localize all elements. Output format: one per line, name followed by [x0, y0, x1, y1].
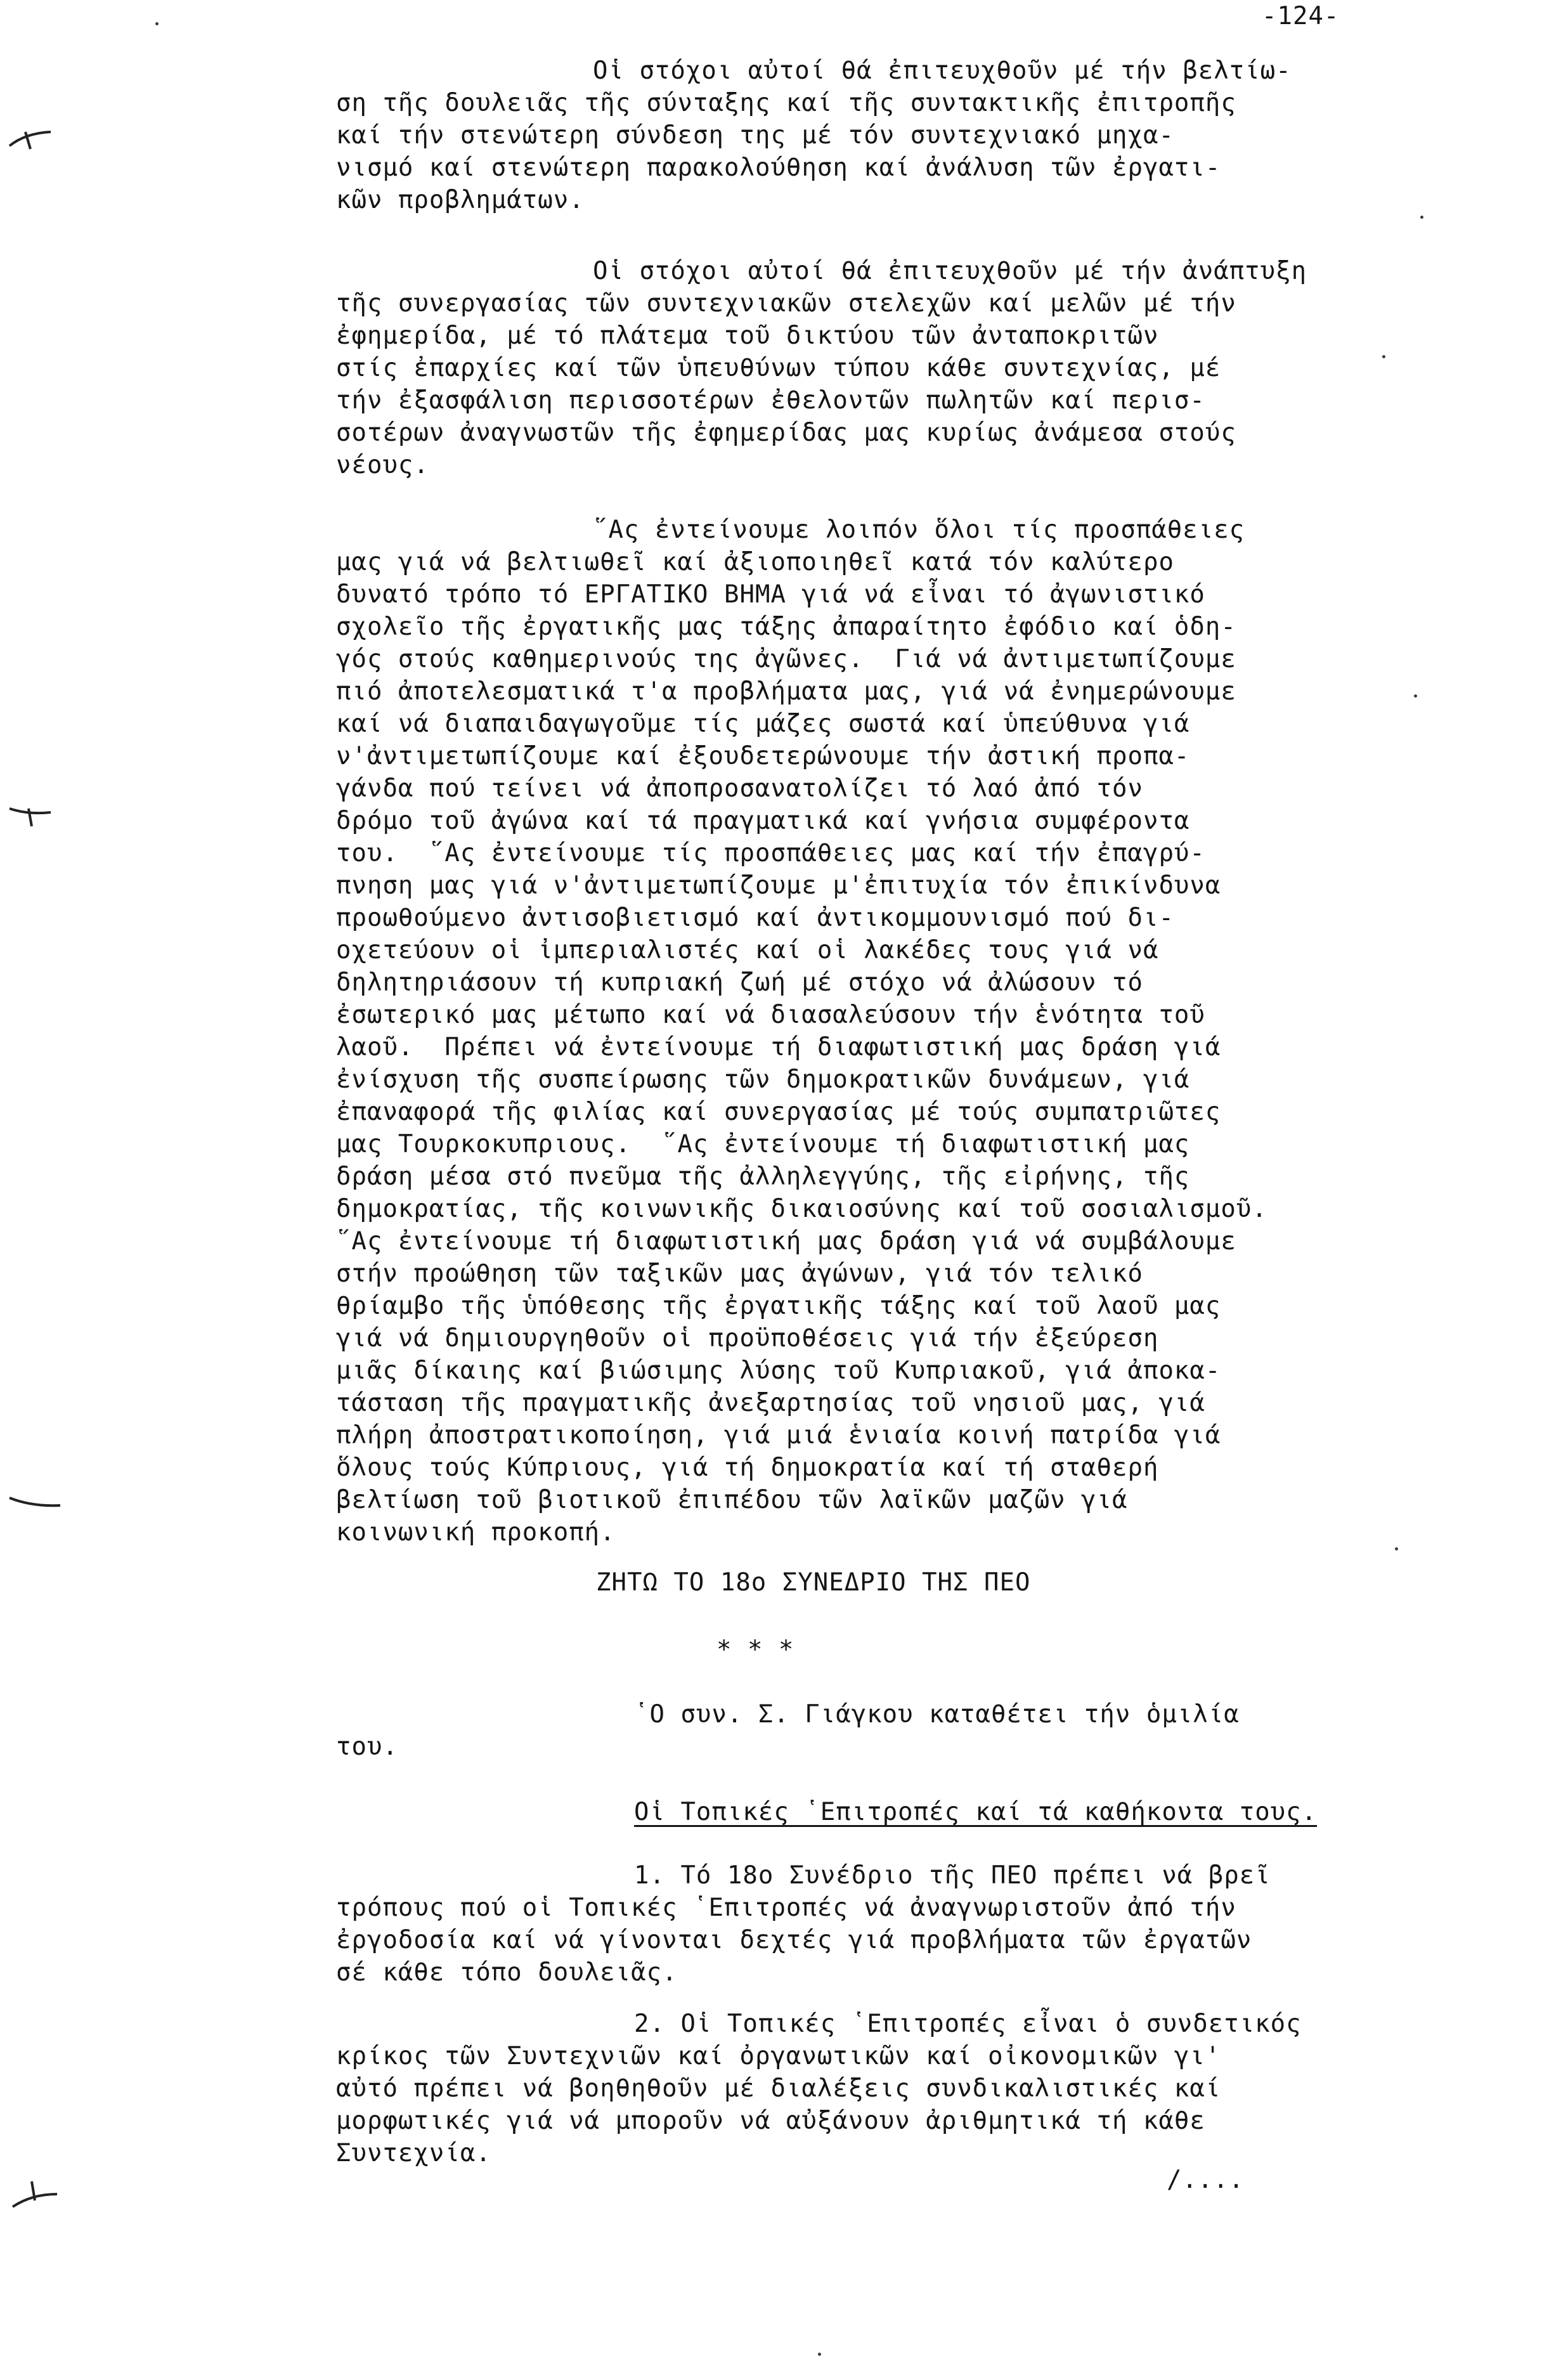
scan-speck [1395, 1547, 1398, 1550]
item-1-body: τρόπους πού οἱ Τοπικές ῾Επιτροπές νά ἀναγνωριστοῦν ἀπό τήν ἐργοδοσία καί νά γίνονται δεχτές γιά προβλήματα τῶν ἐργατῶν σέ κάθε τόπο δουλειᾶς. [336, 1894, 1252, 1987]
paragraph-1-first-line: Οἱ στόχοι αὐτοί θά ἐπιτευχθοῦν μέ τήν βελτίω- [593, 56, 1292, 85]
page-number: -124- [1262, 2, 1340, 30]
paragraph-3-body: μας γιά νά βελτιωθεῖ καί ἀξιοποιηθεῖ κατά τόν καλύτερο δυνατό τρόπο τό ΕΡΓΑΤΙΚΟ ΒΗΜΑ γιά νά εἶναι τό ἀγωνιστικό σχολεῖο τῆς ἐργατικῆς μας τάξης ἀπαραίτητο ἐφόδιο καί ὁδη- γός στούς καθημερινούς της ἀγῶνες. Γιά νά ἀντιμετωπίζουμε πιό ἀποτελεσματικά τ'α προβλήματα μας, γιά νά ἐνημερώνουμε καί νά διαπαιδαγωγοῦμε τίς μάζες σωστά καί ὑπεύθυνα γιά ν'ἀντιμετωπίζουμε καί ἐξουδετερώνουμε τήν ἀστική προπα- γάνδα πού τείνει νά ἀποπροσανατολίζει τό λαό ἀπό τόν δρόμο τοῦ ἀγώνα καί τά πραγματικά καί γνήσια συμφέροντα του. ῞Ας ἐντείνουμε τίς προσπάθειες μας καί τήν ἐπαγρύ- πνηση μας γιά ν'ἀντιμετωπίζουμε μ'ἐπιτυχία τόν ἐπικίνδυνα προωθούμενο ἀντισοβιετισμό καί ἀντικομμουνισμό πού δι- οχετεύουν οἱ ἰμπεριαλιστές καί οἱ λακέδες τους γιά νά δηλητηριάσουν τή κυπριακή ζωή μέ στόχο νά ἀλώσουν τό ἐσωτερικό μας μέτωπο καί νά διασαλεύσουν τήν ἑνότητα τοῦ λαοῦ. Πρέπει νά ἐντείνουμε τή διαφωτιστική μας δράση γιά ἐνίσχυση τῆς συσπείρωσης τῶν δημοκρατικῶν δυνάμεων, γιά ἐπαναφορά τῆς φιλίας καί συνεργασίας μέ τούς συμπατριῶτες μας Τουρκοκυπριους. ῞Ας ἐντείνουμε τή διαφωτιστική μας δράση μέσα στό πνεῦμα τῆς ἀλληλεγγύης, τῆς εἰρήνης, τῆς δημοκρατίας, τῆς κοινωνικῆς δικαιοσύνης καί τοῦ σοσιαλισμοῦ. ῞Ας ἐντείνουμε τή διαφωτιστική μας δράση γιά νά συμβάλουμε στήν προώθηση τῶν ταξικῶν μας ἀγώνων, γιά τόν τελικό θρίαμβο τῆς ὑπόθεσης τῆς ἐργατικῆς τάξης καί τοῦ λαοῦ μας γιά νά δημιουργηθοῦν οἱ προϋποθέσεις γιά τήν ἐξεύρεση μιᾶς δίκαιης καί βιώσιμης λύσης τοῦ Κυπριακοῦ, γιά ἀποκα- τάσταση τῆς πραγματικῆς ἀνεξαρτησίας τοῦ νησιοῦ μας, γιά πλήρη ἀποστρατικοποίηση, γιά μιά ἑνιαία κοινή πατρίδα γιά ὅλους τούς Κύπριους, γιά τή δημοκρατία καί τή σταθερή βελτίωση τοῦ βιοτικοῦ ἐπιπέδου τῶν λαϊκῶν μαζῶν γιά κοινωνική προκοπή. [336, 548, 1267, 1547]
section-title: Οἱ Τοπικές ῾Επιτροπές καί τά καθήκοντα τους. [634, 1798, 1318, 1826]
congress-slogan: ΖΗΤΩ ΤΟ 18ο ΣΥΝΕΔΡΙΟ ΤΗΣ ΠΕΟ [596, 1568, 1031, 1597]
margin-mark-3 [6, 1490, 63, 1516]
scan-speck [155, 22, 159, 25]
item-2-body: κρίκος τῶν Συντεχνιῶν καί ὀργανωτικῶν καί οἰκονομικῶν γι' αὐτό πρέπει νά βοηθηθοῦν μέ διαλέξεις συνδικαλιστικές καί μορφωτικές γιά νά μποροῦν νά αὐξάνουν ἀριθμητικά τή κάθε Συντεχνία. [336, 2042, 1221, 2167]
paragraph-3-first-line: ῞Ας ἐντείνουμε λοιπόν ὅλοι τίς προσπάθειες [593, 516, 1245, 544]
scan-speck [818, 2353, 821, 2356]
separator-stars: * * * [716, 1635, 794, 1664]
scan-speck [1420, 216, 1423, 219]
scan-speck [1382, 355, 1385, 358]
item-1-first-line: 1. Τό 18ο Συνέδριο τῆς ΠΕΟ πρέπει νά βρεῖ [634, 1861, 1271, 1890]
margin-mark-2 [6, 796, 57, 834]
margin-mark-4 [6, 2169, 63, 2213]
item-2-first-line: 2. Οἱ Τοπικές ῾Επιτροπές εἶναι ὁ συνδετικός [634, 2010, 1302, 2038]
speaker-intro-continuation: του. [336, 1732, 398, 1761]
continuation-mark: /.... [1167, 2166, 1245, 2194]
speaker-intro-line: ῾Ο συν. Σ. Γιάγκου καταθέτει τήν ὁμιλία [634, 1700, 1240, 1729]
margin-mark-1 [6, 120, 57, 159]
paragraph-2-body: τῆς συνεργασίας τῶν συντεχνιακῶν στελεχῶν καί μελῶν μέ τήν ἐφημερίδα, μέ τό πλάτεμα τοῦ δικτύου τῶν ἀνταποκριτῶν στίς ἐπαρχίες καί τῶν ὑπευθύνων τύπου κάθε συντεχνίας, μέ τήν ἐξασφάλιση περισσοτέρων ἐθελοντῶν πωλητῶν καί περισ- σοτέρων ἀναγνωστῶν τῆς ἐφημερίδας μας κυρίως ἀνάμεσα στούς νέους. [336, 289, 1236, 479]
paragraph-1-body: ση τῆς δουλειᾶς τῆς σύνταξης καί τῆς συντακτικῆς ἐπιτροπῆς καί τήν στενώτερη σύνδεση της μέ τόν συντεχνιακό μηχα- νισμό καί στενώτερη παρακολούθηση καί ἀνάλυση τῶν ἐργατι- κῶν προβλημάτων. [336, 89, 1236, 214]
scan-speck [1414, 694, 1417, 698]
paragraph-2-first-line: Οἱ στόχοι αὐτοί θά ἐπιτευχθοῦν μέ τήν ἀνάπτυξη [593, 257, 1307, 285]
